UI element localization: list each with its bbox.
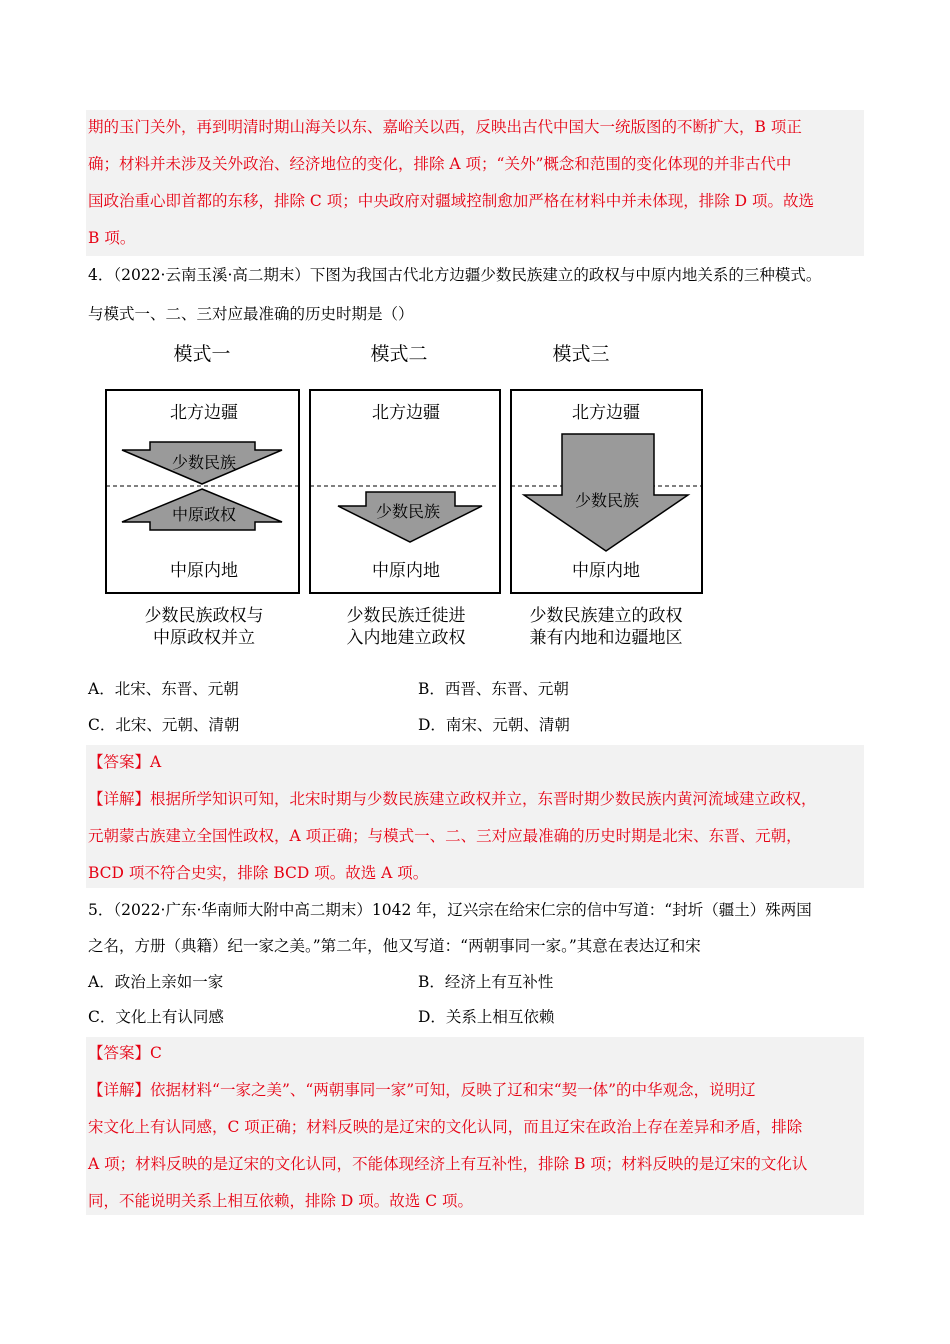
q5-stem-line: 之名，方册（典籍）纪一家之美。”第二年，他又写道：“两朝事同一家。”其意在表达辽和宋 — [88, 937, 701, 955]
minority-label: 少数民族 — [375, 502, 441, 521]
interior-label: 中原内地 — [572, 561, 640, 581]
q4-option-b: B．西晋、东晋、元朝 — [418, 680, 569, 698]
caption-1-line-2: 中原政权并立 — [153, 628, 255, 648]
north-frontier-label: 北方边疆 — [572, 403, 640, 423]
q5-stem-line: 5．（2022·广东·华南师大附中高二期末）1042 年，辽兴宗在给宋仁宗的信中写道：“封圻（疆土）殊两国 — [88, 901, 812, 919]
north-frontier-label: 北方边疆 — [170, 403, 238, 423]
q4-explanation-line: 元朝蒙古族建立全国性政权，A 项正确；与模式一、二、三对应最准确的历史时期是北宋、东晋、元朝， — [88, 827, 802, 845]
q4-stem-line: 4．（2022·云南玉溪·高二期末）下图为我国古代北方边疆少数民族建立的政权与中原内地关系的三种模式。 — [88, 266, 822, 284]
caption-1-line-1: 少数民族政权与 — [144, 606, 264, 626]
q4-explanation-line: BCD 项不符合史实，排除 BCD 项。故选 A 项。 — [88, 864, 429, 882]
q5-explanation-line: 宋文化上有认同感，C 项正确；材料反映的是辽宋的文化认同，而且辽宋在政治上存在差异和矛盾，排除 — [88, 1118, 803, 1136]
diagram-title-2: 模式二 — [370, 343, 428, 365]
explanation-label: 【详解】 — [88, 790, 151, 808]
q5-answer: 【答案】C — [88, 1044, 162, 1062]
q5-option-a: A．政治上亲如一家 — [88, 973, 224, 991]
q4-explanation-line: 【详解】根据所学知识可知，北宋时期与少数民族建立政权并立，东晋时期少数民族内黄河流域建立政权， — [88, 790, 817, 808]
interior-label: 中原内地 — [170, 561, 238, 581]
prev-explanation-line: 确；材料并未涉及关外政治、经济地位的变化，排除 A 项；“关外”概念和范围的变化体现的并非古代中 — [88, 155, 792, 173]
q4-option-d: D．南宋、元朝、清朝 — [418, 716, 570, 734]
minority-label: 少数民族 — [574, 491, 640, 510]
q5-explanation-line: 【详解】依据材料“一家之美”、“两朝事同一家”可知，反映了辽和宋“契一体”的中华观念，说明辽 — [88, 1081, 756, 1099]
prev-explanation-line: 期的玉门关外，再到明清时期山海关以东、嘉峪关以西，反映出古代中国大一统版图的不断扩大，B 项正 — [88, 118, 802, 136]
q5-option-d: D．关系上相互依赖 — [418, 1008, 555, 1026]
minority-label: 少数民族 — [171, 453, 237, 472]
central-regime-label: 中原政权 — [171, 505, 237, 524]
interior-label: 中原内地 — [372, 561, 440, 581]
q5-explanation-line: A 项；材料反映的是辽宋的文化认同，不能体现经济上有互补性，排除 B 项；材料反映的是辽宋的文化认 — [88, 1155, 808, 1173]
prev-explanation-line: B 项。 — [88, 229, 136, 247]
caption-2-line-1: 少数民族迁徙进 — [346, 606, 466, 626]
q4-option-a: A．北宋、东晋、元朝 — [88, 680, 239, 698]
prev-explanation-line: 国政治重心即首都的东移，排除 C 项；中央政府对疆域控制愈加严格在材料中并未体现，排除 D 项。故选 — [88, 192, 814, 210]
caption-2-line-2: 入内地建立政权 — [346, 628, 466, 648]
q5-option-b: B．经济上有互补性 — [418, 973, 554, 991]
diagram-title-1: 模式一 — [173, 343, 231, 365]
north-frontier-label: 北方边疆 — [372, 403, 440, 423]
diagram-title-3: 模式三 — [552, 343, 610, 365]
q4-diagram — [100, 330, 720, 660]
q4-answer: 【答案】A — [88, 753, 162, 771]
caption-3-line-1: 少数民族建立的政权 — [529, 606, 683, 626]
q4-stem-line: 与模式一、二、三对应最准确的历史时期是（） — [88, 305, 414, 323]
q5-explanation-line: 同，不能说明关系上相互依赖，排除 D 项。故选 C 项。 — [88, 1192, 473, 1210]
q4-option-c: C．北宋、元朝、清朝 — [88, 716, 240, 734]
explanation-label: 【详解】 — [88, 1081, 151, 1099]
q5-option-c: C．文化上有认同感 — [88, 1008, 224, 1026]
caption-3-line-2: 兼有内地和边疆地区 — [529, 628, 683, 648]
